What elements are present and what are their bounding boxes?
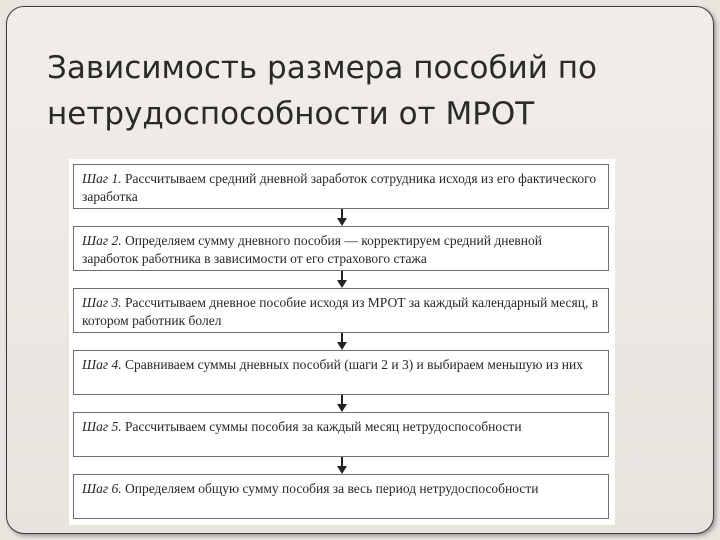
step-box-2 bbox=[73, 226, 609, 271]
arrow-down-icon bbox=[337, 271, 347, 288]
step-box-4 bbox=[73, 350, 609, 395]
step-text: Рассчитываем дневное пособие исходя из МРОТ за каждый календарный месяц, в котором работник болел bbox=[82, 295, 599, 328]
step-text: Определяем сумму дневного пособия — корректируем средний дневной заработок работника в зависимости от его страхового стажа bbox=[82, 233, 543, 266]
step-label: Шаг 1. bbox=[82, 171, 122, 186]
step-label: Шаг 6. bbox=[82, 481, 122, 496]
step-box-3 bbox=[73, 288, 609, 333]
step-text: Сравниваем суммы дневных пособий (шаги 2 и 3) и выбираем меньшую из них bbox=[124, 357, 584, 372]
step-box-1 bbox=[73, 164, 609, 209]
step-text: Рассчитываем суммы пособия за каждый месяц нетрудоспособности bbox=[124, 419, 522, 434]
step-label: Шаг 4. bbox=[82, 357, 122, 372]
arrow-down-icon bbox=[337, 395, 347, 412]
step-label: Шаг 3. bbox=[82, 295, 122, 310]
step-text: Определяем общую сумму пособия за весь период нетрудоспособности bbox=[124, 481, 539, 496]
arrow-down-icon bbox=[337, 457, 347, 474]
slide-title: Зависимость размера пособий по нетрудоспособности от МРОТ bbox=[47, 50, 597, 132]
step-text: Рассчитываем средний дневной заработок сотрудника исходя из его фактического заработка bbox=[82, 171, 597, 204]
slide bbox=[6, 6, 714, 534]
step-label: Шаг 2. bbox=[82, 233, 122, 248]
step-label: Шаг 5. bbox=[82, 419, 122, 434]
steps-flowchart bbox=[69, 159, 615, 525]
arrow-down-icon bbox=[337, 209, 347, 226]
arrow-down-icon bbox=[337, 333, 347, 350]
step-box-6 bbox=[73, 474, 609, 519]
step-box-5 bbox=[73, 412, 609, 457]
